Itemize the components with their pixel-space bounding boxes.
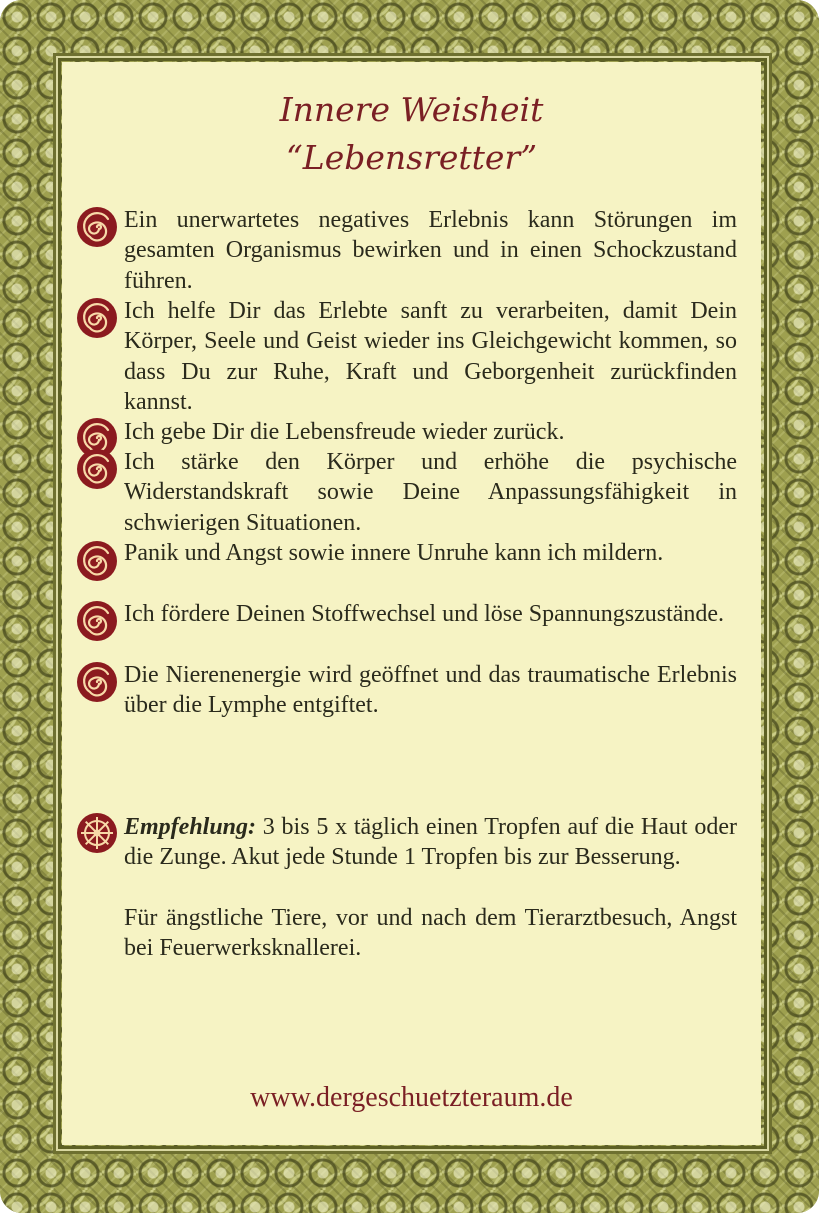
spiral-icon	[76, 600, 118, 642]
recommendation-label: Empfehlung:	[124, 814, 257, 840]
list-item: Ich gebe Dir die Lebensfreude wieder zurück.	[124, 419, 565, 445]
recommendation-body: 3 bis 5 x täglich einen Tropfen auf die Haut oder die Zunge. Akut jede Stunde 1 Tropfen bis zur Besserung.	[124, 814, 737, 871]
card-subtitle: “Lebensretter”	[285, 138, 538, 177]
list-item: Ein unerwartetes negatives Erlebnis kann Störungen im gesamten Organismus bewirken und in einen Schockzustand führen.	[124, 207, 737, 294]
animals-text: Für ängstliche Tiere, vor und nach dem Tierarztbesuch, Angst bei Feuerwerksknallerei.	[124, 905, 737, 962]
spiral-icon	[76, 540, 118, 582]
card-title: Innere Weisheit	[279, 90, 544, 129]
list-item: Ich helfe Dir das Erlebte sanft zu verarbeiten, damit Dein Körper, Seele und Geist wieder ins Gleichgewicht kommen, so dass Du zur Ruhe, Kraft und Geborgenheit zurückfinden kannst.	[124, 298, 737, 415]
dharma-wheel-icon	[76, 812, 118, 854]
list-item: Ich stärke den Körper und erhöhe die psychische Widerstandskraft sowie Deine Anpassungsfähigkeit in schwierigen Situationen.	[124, 449, 737, 536]
recommendation-text	[124, 812, 737, 873]
spiral-icon	[76, 297, 118, 339]
spiral-icon	[76, 206, 118, 248]
spiral-icon	[76, 661, 118, 703]
list-item: Die Nierenenergie wird geöffnet und das traumatische Erlebnis über die Lymphe entgiftet.	[124, 662, 737, 719]
website-link[interactable]: www.dergeschuetzteraum.de	[250, 1082, 573, 1113]
list-item: Panik und Angst sowie innere Unruhe kann ich mildern.	[124, 540, 664, 566]
spiral-icon	[76, 448, 118, 490]
list-item: Ich fördere Deinen Stoffwechsel und löse Spannungszustände.	[124, 601, 725, 627]
